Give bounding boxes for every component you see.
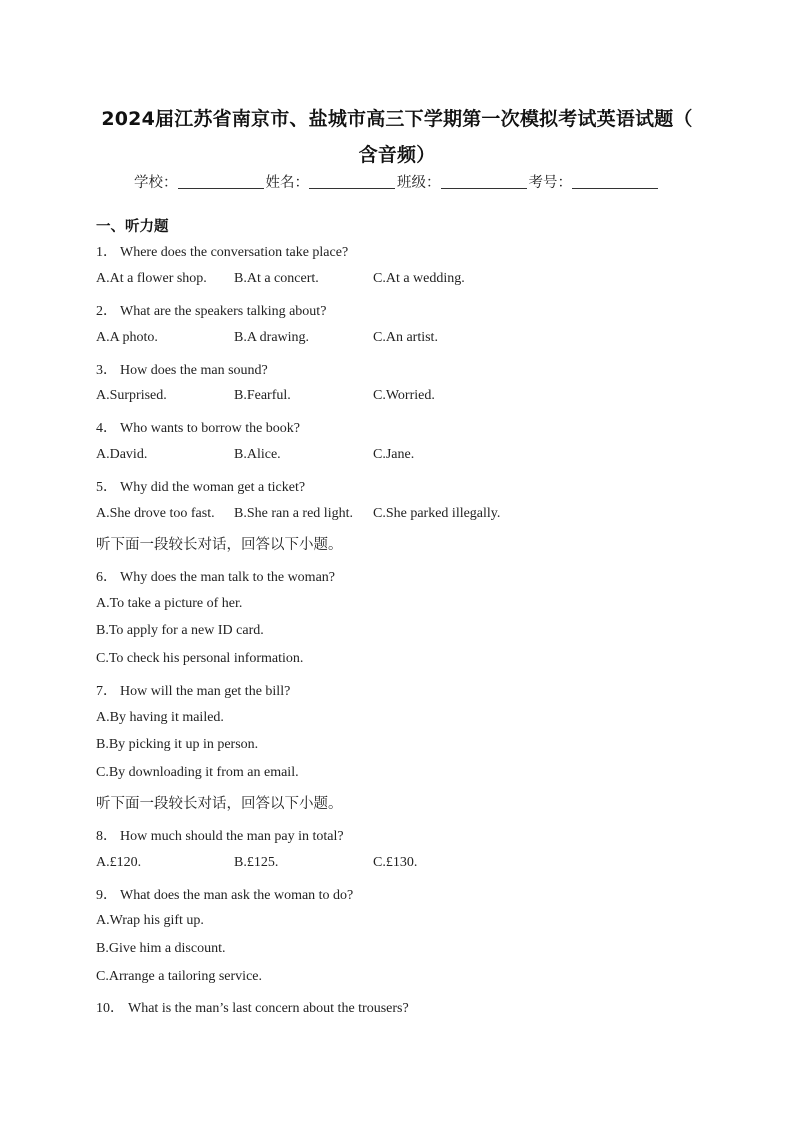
student-info-row xyxy=(0,171,794,192)
option-c[interactable]: C.Jane. xyxy=(373,447,415,462)
option-a[interactable]: A.She drove too fast. xyxy=(96,506,215,521)
option-c[interactable]: C.An artist. xyxy=(373,330,438,345)
option-b[interactable]: B.Alice. xyxy=(234,447,281,462)
option-a[interactable]: A.Wrap his gift up. xyxy=(96,913,204,928)
question-text: Why did the woman get a ticket? xyxy=(120,480,306,495)
option-c[interactable]: C.£130. xyxy=(373,855,418,870)
option-c[interactable]: C.At a wedding. xyxy=(373,271,465,286)
option-a[interactable]: A.£120. xyxy=(96,855,142,870)
option-b[interactable]: B.£125. xyxy=(234,855,279,870)
question-9 xyxy=(96,884,353,904)
class-label: 班级： xyxy=(397,175,441,191)
question-text: How much should the man pay in total? xyxy=(120,829,344,844)
option-b[interactable]: B.By picking it up in person. xyxy=(96,737,259,752)
question-number: 4． xyxy=(96,421,117,436)
question-3 xyxy=(96,359,268,379)
question-number: 3． xyxy=(96,363,117,378)
question-4 xyxy=(96,417,300,437)
question-number: 10． xyxy=(96,1001,124,1016)
option-a[interactable]: A.David. xyxy=(96,447,148,462)
question-7 xyxy=(96,680,290,700)
question-number: 2． xyxy=(96,304,117,319)
question-number: 9． xyxy=(96,888,117,903)
question-number: 5． xyxy=(96,480,117,495)
school-label: 学校： xyxy=(134,175,178,191)
question-text: Why does the man talk to the woman? xyxy=(120,570,335,585)
directions-text: 听下面一段较长对话，回答以下小题。 xyxy=(96,796,343,812)
option-c[interactable]: C.By downloading it from an email. xyxy=(96,765,299,780)
question-number: 8． xyxy=(96,829,117,844)
exam-number-label: 考号： xyxy=(528,175,572,191)
document-title-line-1: 2024届江苏省南京市、盐城市高三下学期第一次模拟考试英语试题（ xyxy=(101,108,693,130)
option-a[interactable]: A.A photo. xyxy=(96,330,158,345)
question-8 xyxy=(96,825,344,845)
question-10 xyxy=(96,997,409,1017)
question-1 xyxy=(96,241,348,261)
question-text: How does the man sound? xyxy=(120,363,268,378)
name-blank[interactable] xyxy=(309,174,395,189)
option-a[interactable]: A.To take a picture of her. xyxy=(96,596,243,611)
question-text: What is the man’s last concern about the trousers? xyxy=(128,1001,409,1016)
document-title-line-2: 含音频） xyxy=(358,144,436,166)
option-b[interactable]: B.At a concert. xyxy=(234,271,319,286)
question-number: 6． xyxy=(96,570,117,585)
option-a[interactable]: A.Surprised. xyxy=(96,388,167,403)
school-blank[interactable] xyxy=(178,174,264,189)
class-blank[interactable] xyxy=(441,174,527,189)
question-text: What does the man ask the woman to do? xyxy=(120,888,354,903)
question-text: What are the speakers talking about? xyxy=(120,304,327,319)
question-6 xyxy=(96,566,335,586)
question-text: Who wants to borrow the book? xyxy=(120,421,301,436)
question-number: 7． xyxy=(96,684,117,699)
directions-text: 听下面一段较长对话，回答以下小题。 xyxy=(96,537,343,553)
name-label: 姓名： xyxy=(265,175,309,191)
option-c[interactable]: C.She parked illegally. xyxy=(373,506,501,521)
question-5 xyxy=(96,476,305,496)
option-b[interactable]: B.A drawing. xyxy=(234,330,310,345)
section-heading: 一、听力题 xyxy=(96,219,169,235)
question-text: How will the man get the bill? xyxy=(120,684,291,699)
option-c[interactable]: C.Arrange a tailoring service. xyxy=(96,969,262,984)
question-number: 1． xyxy=(96,245,117,260)
option-c[interactable]: C.Worried. xyxy=(373,388,435,403)
option-b[interactable]: B.Give him a discount. xyxy=(96,941,226,956)
option-b[interactable]: B.Fearful. xyxy=(234,388,291,403)
option-a[interactable]: A.At a flower shop. xyxy=(96,271,207,286)
option-c[interactable]: C.To check his personal information. xyxy=(96,651,304,666)
question-2 xyxy=(96,300,326,320)
question-text: Where does the conversation take place? xyxy=(120,245,349,260)
option-b[interactable]: B.To apply for a new ID card. xyxy=(96,623,264,638)
option-a[interactable]: A.By having it mailed. xyxy=(96,710,224,725)
option-b[interactable]: B.She ran a red light. xyxy=(234,506,353,521)
exam-number-blank[interactable] xyxy=(572,174,658,189)
